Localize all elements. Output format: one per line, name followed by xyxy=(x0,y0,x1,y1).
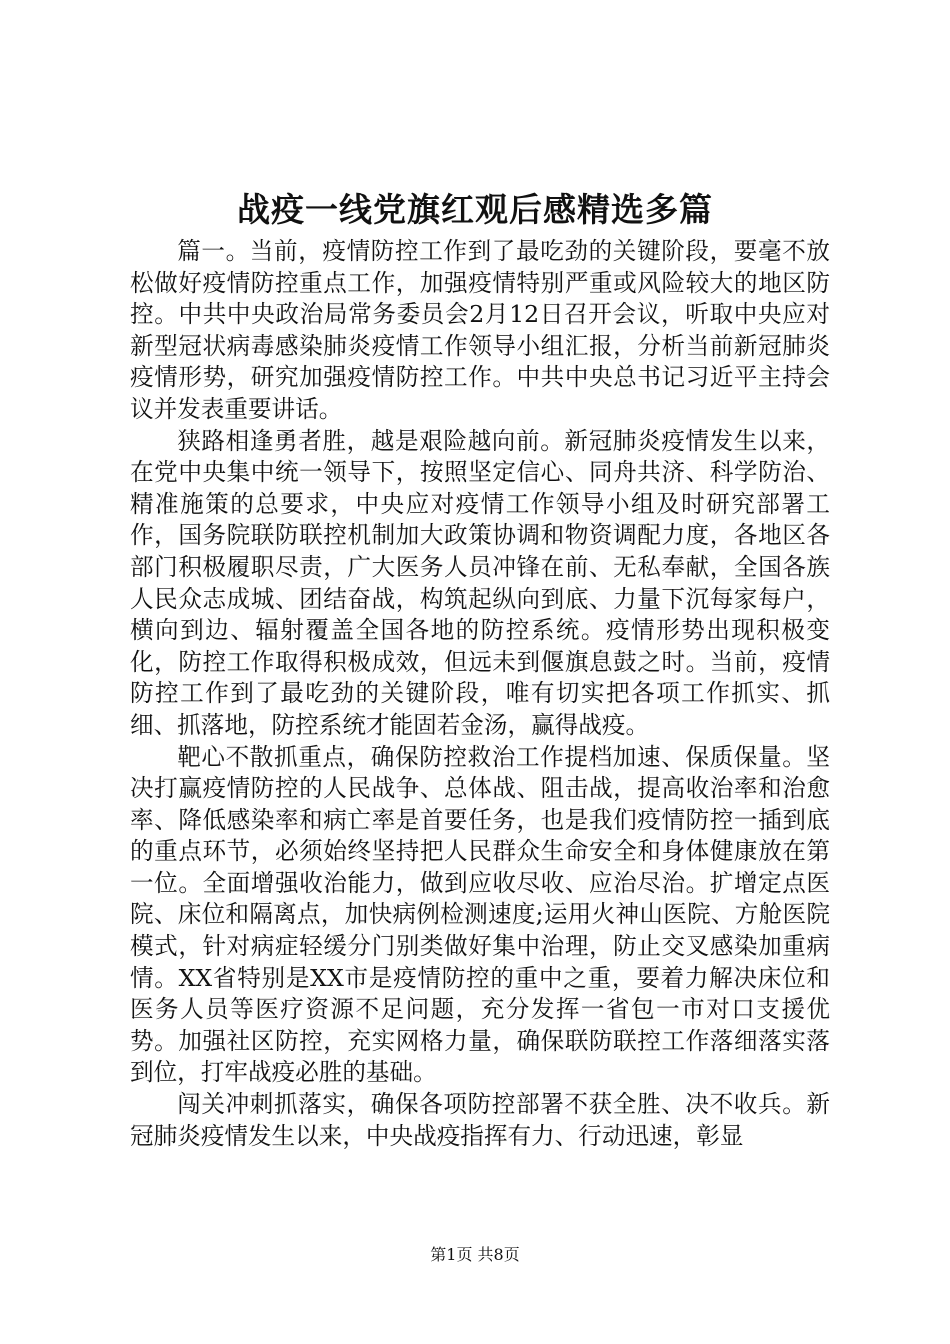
document-body xyxy=(130,236,830,1152)
paragraph-4: 闯关冲刺抓落实，确保各项防控部署不获全胜、决不收兵。新冠肺炎疫情发生以来，中央战疫指挥有力、行动迅速，彰显 xyxy=(130,1090,830,1150)
document-title: 战疫一线党旗红观后感精选多篇 xyxy=(237,190,713,229)
paragraph-1: 篇一。当前，疫情防控工作到了最吃劲的关键阶段，要毫不放松做好疫情防控重点工作，加强疫情特别严重或风险较大的地区防控。中共中央政治局常务委员会2月12日召开会议，听取中央应对新型冠状病毒感染肺炎疫情工作领导小组汇报，分析当前新冠肺炎疫情形势，研究加强疫情防控工作。中共中央总书记习近平主持会议并发表重要讲话。 xyxy=(130,237,830,423)
paragraph-2: 狭路相逢勇者胜，越是艰险越向前。新冠肺炎疫情发生以来，在党中央集中统一领导下，按照坚定信心、同舟共济、科学防治、精准施策的总要求，中央应对疫情工作领导小组及时研究部署工作，国务院联防联控机制加大政策协调和物资调配力度，各地区各部门积极履职尽责，广大医务人员冲锋在前、无私奉献，全国各族人民众志成城、团结奋战，构筑起纵向到底、力量下沉每家每户，横向到边、辐射覆盖全国各地的防控系统。疫情形势出现积极变化，防控工作取得积极成效，但远未到偃旗息鼓之时。当前，疫情防控工作到了最吃劲的关键阶段，唯有切实把各项工作抓实、抓细、抓落地，防控系统才能固若金汤，赢得战疫。 xyxy=(130,426,830,739)
paragraph-3: 靶心不散抓重点，确保防控救治工作提档加速、保质保量。坚决打赢疫情防控的人民战争、总体战、阻击战，提高收治率和治愈率、降低感染率和病亡率是首要任务，也是我们疫情防控一插到底的重点环节，必须始终坚持把人民群众生命安全和身体健康放在第一位。全面增强收治能力，做到应收尽收、应治尽治。扩增定点医院、床位和隔离点，加快病例检测速度;运用火神山医院、方舱医院模式，针对病症轻缓分门别类做好集中治理，防止交叉感染加重病情。XX省特别是XX市是疫情防控的重中之重，要着力解决床位和医务人员等医疗资源不足问题，充分发挥一省包一市对口支援优势。加强社区防控，充实网格力量，确保联防联控工作落细落实落到位，打牢战疫必胜的基础。 xyxy=(130,742,830,1087)
page-footer: 第1页 共8页 xyxy=(430,1245,520,1264)
